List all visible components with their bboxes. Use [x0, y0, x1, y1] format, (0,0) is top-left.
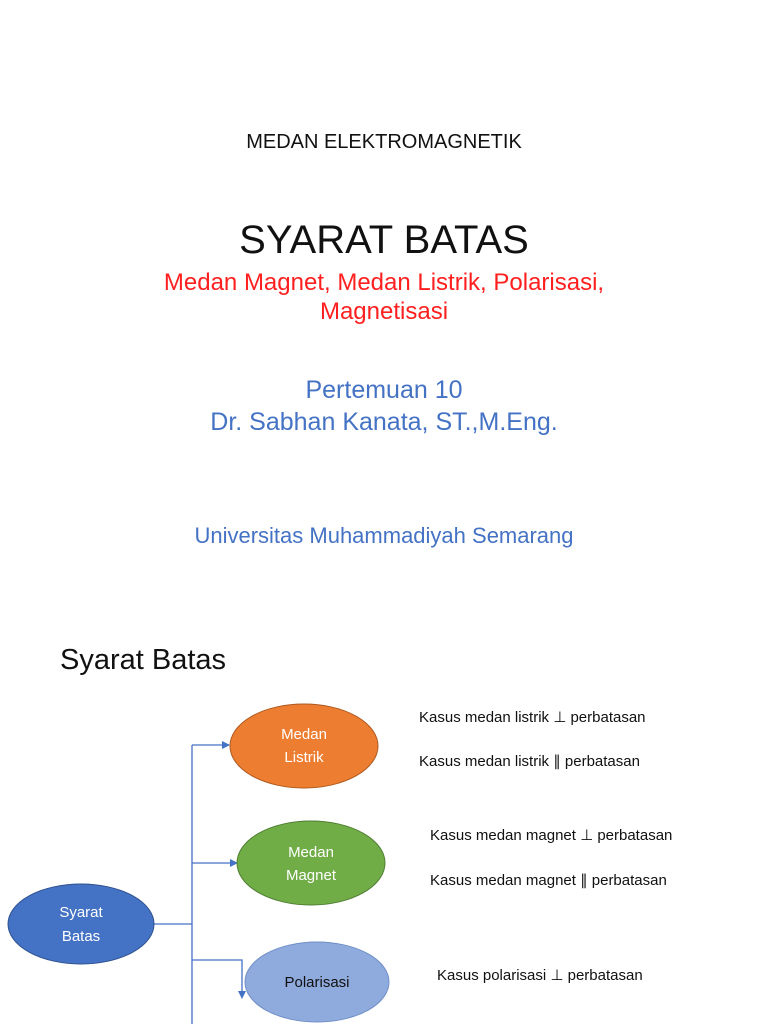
slide-heading: Syarat Batas — [60, 644, 227, 676]
concept-diagram — [0, 610, 768, 1024]
subtitle-line-2: Magnetisasi — [319, 298, 449, 325]
node-medan-listrik-label-1: Medan — [281, 726, 327, 743]
node-syarat-batas-shape — [8, 884, 154, 964]
lecturer-name: Dr. Sabhan Kanata, ST.,M.Eng. — [210, 408, 558, 436]
case-polarisasi-perpendicular: Kasus polarisasi ⊥ perbatasan — [437, 967, 643, 984]
diagram-connectors — [154, 745, 242, 1024]
node-polarisasi — [245, 942, 389, 1022]
node-medan-magnet-label-1: Medan — [288, 844, 334, 861]
node-syarat-batas-label-2: Batas — [61, 928, 101, 945]
node-syarat-batas — [8, 884, 154, 964]
node-medan-magnet-shape — [237, 821, 385, 905]
case-magnet-parallel: Kasus medan magnet ∥ perbatasan — [430, 872, 667, 889]
node-medan-listrik-shape — [230, 704, 378, 788]
university-name: Universitas Muhammadiyah Semarang — [194, 523, 574, 548]
case-listrik-parallel: Kasus medan listrik ∥ perbatasan — [419, 753, 640, 770]
case-magnet-perpendicular: Kasus medan magnet ⊥ perbatasan — [430, 827, 673, 844]
node-medan-magnet — [237, 821, 385, 905]
node-polarisasi-label: Polarisasi — [284, 974, 350, 991]
subtitle-line-1: Medan Magnet, Medan Listrik, Polarisasi, — [163, 269, 605, 296]
node-syarat-batas-label-1: Syarat — [59, 904, 103, 921]
arrow-to-polarisasi — [192, 960, 242, 998]
slide-subtitle — [0, 268, 768, 326]
case-listrik-perpendicular: Kasus medan listrik ⊥ perbatasan — [419, 709, 646, 726]
meeting-info — [0, 374, 768, 438]
course-name: MEDAN ELEKTROMAGNETIK — [246, 131, 522, 153]
slide-title: SYARAT BATAS — [239, 218, 529, 262]
node-medan-magnet-label-2: Magnet — [285, 867, 337, 884]
meeting-number: Pertemuan 10 — [305, 376, 463, 404]
node-medan-listrik-label-2: Listrik — [284, 749, 324, 766]
diagram-slide — [0, 610, 768, 1024]
node-medan-listrik — [230, 704, 378, 788]
